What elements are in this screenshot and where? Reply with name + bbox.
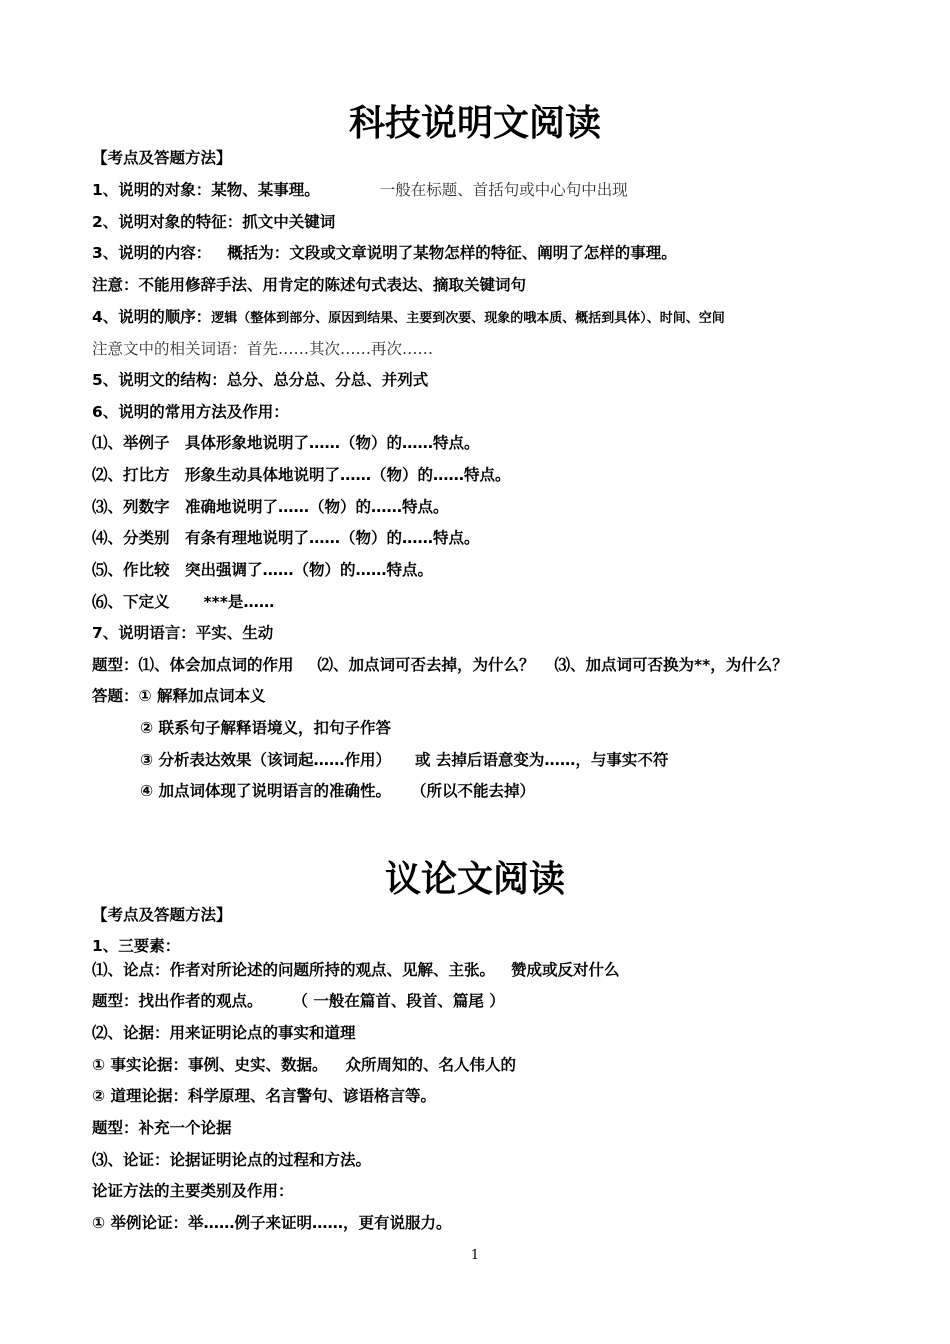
section-heading: 【考点及答题方法】 — [92, 149, 232, 167]
text-line: ② 道理论据：科学原理、名言警句、谚语格言等。 — [92, 1087, 437, 1105]
page-number: 1 — [470, 1248, 480, 1263]
section-title-argument: 议论文阅读 — [384, 859, 565, 900]
text-line: 6、说明的常用方法及作用： — [92, 403, 289, 421]
text-line: 答题：① 解释加点词本义 — [92, 687, 266, 705]
text-line: ④ 加点词体现了说明语言的准确性。 （所以不能去掉） — [140, 782, 536, 800]
text-line: 4、说明的顺序：逻辑（整体到部分、原因到结果、主要到次要、现象的哦本质、概括到具体）、时间、空间 — [92, 308, 725, 326]
text-line: 2、说明对象的特征：抓文中关键词 — [92, 213, 336, 231]
text-line: 注意：不能用修辞手法、用肯定的陈述句式表达、摘取关键词句 — [92, 276, 527, 294]
text-line: ⑸、作比较 突出强调了……（物）的……特点。 — [92, 561, 434, 579]
text-line: ① 举例论证：举……例子来证明……，更有说服力。 — [92, 1214, 452, 1232]
text-line: ⑵、论据：用来证明论点的事实和道理 — [92, 1024, 356, 1042]
text-line: 3、说明的内容： 概括为：文段或文章说明了某物怎样的特征、阐明了怎样的事理。 — [92, 244, 677, 262]
text-line: ⑶、列数字 准确地说明了……（物）的……特点。 — [92, 498, 449, 516]
text-line: 题型：找出作者的观点。 （ 一般在篇首、段首、篇尾 ） — [92, 992, 505, 1010]
text-line: ⑶、论证：论据证明论点的过程和方法。 — [92, 1151, 372, 1169]
text-line: 5、说明文的结构：总分、总分总、分总、并列式 — [92, 371, 429, 389]
text-line: 1、说明的对象：某物、某事理。 一般在标题、首括句或中心句中出现 — [92, 181, 628, 199]
text-line: ⑹、下定义 ***是…… — [92, 593, 275, 611]
text-line: 题型：⑴、体会加点词的作用 ⑵、加点词可否去掉，为什么？ ⑶、加点词可否换为**，为什么？ — [92, 656, 788, 674]
text-line: 7、说明语言：平实、生动 — [92, 624, 274, 642]
text-line: ⑵、打比方 形象生动具体地说明了……（物）的……特点。 — [92, 466, 511, 484]
text-line: ① 事实论据：事例、史实、数据。 众所周知的、名人伟人的 — [92, 1056, 517, 1074]
text-line: ⑴、举例子 具体形象地说明了……（物）的……特点。 — [92, 434, 480, 452]
text-line: ② 联系句子解释语境义，扣句子作答 — [140, 719, 392, 737]
text-line: ③ 分析表达效果（该词起……作用） 或 去掉后语意变为……，与事实不符 — [140, 751, 669, 769]
text-line: 1、三要素： — [92, 937, 181, 955]
text-line: 论证方法的主要类别及作用： — [92, 1182, 294, 1200]
section-title-science: 科技说明文阅读 — [348, 103, 601, 144]
text-line: ⑴、论点：作者对所论述的问题所持的观点、见解、主张。 赞成或反对什么 — [92, 961, 620, 979]
text-line: 题型：补充一个论据 — [92, 1119, 232, 1137]
text-line: ⑷、分类别 有条有理地说明了……（物）的……特点。 — [92, 529, 480, 547]
text-line: 注意文中的相关词语：首先……其次……再次…… — [92, 340, 434, 358]
section-heading: 【考点及答题方法】 — [92, 906, 232, 924]
